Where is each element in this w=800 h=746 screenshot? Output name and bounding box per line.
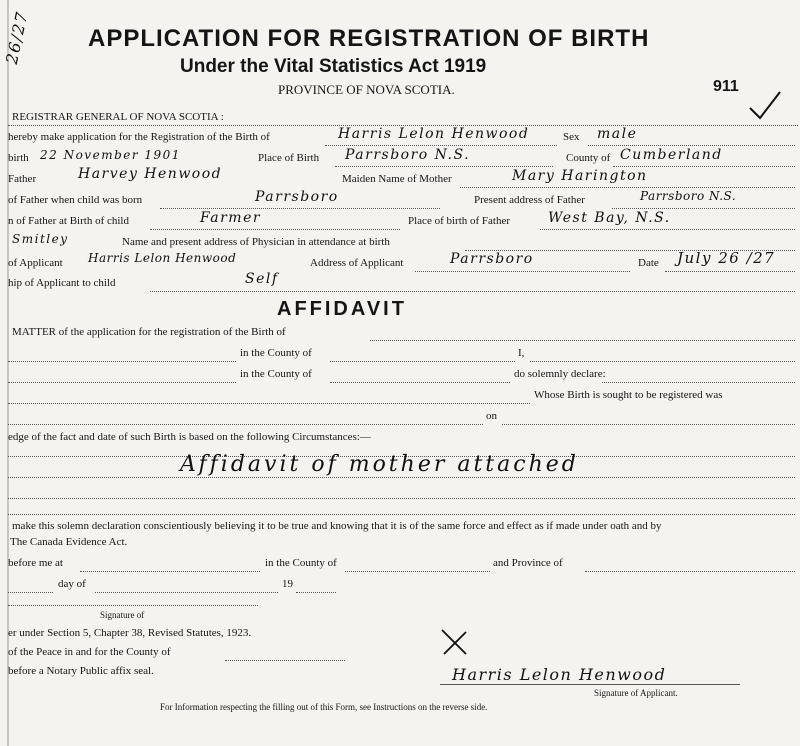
field-line: [8, 403, 530, 404]
affidavit-revised-statutes: er under Section 5, Chapter 38, Revised Statutes, 1923.: [8, 627, 252, 639]
field-line: [95, 592, 278, 593]
label-applicant: of Applicant: [8, 257, 63, 269]
field-line: [602, 382, 795, 383]
affidavit-declaration: make this solemn declaration conscientiously believing it to be true and knowing that it is of the same force and effect as if made under oath and by: [12, 520, 662, 532]
field-line: [345, 571, 490, 572]
father-residence-value: Parrsboro: [255, 189, 339, 205]
field-line: [8, 382, 236, 383]
field-line: [8, 514, 795, 515]
applicant-signature: Harris Lelon Henwood: [452, 665, 667, 684]
field-line: [80, 571, 260, 572]
province-label: PROVINCE OF NOVA SCOTIA.: [278, 82, 455, 97]
field-line: [665, 271, 795, 272]
applicant-address-value: Parrsboro: [450, 251, 534, 267]
field-line: [335, 166, 553, 167]
field-line: [502, 424, 795, 425]
field-line: [460, 187, 795, 188]
father-address-value: Parrsboro N.S.: [640, 189, 737, 203]
field-line: [585, 571, 795, 572]
form-title: APPLICATION FOR REGISTRATION OF BIRTH: [88, 25, 650, 52]
label-place-of-birth: Place of Birth: [258, 152, 320, 164]
label-maiden-name: Maiden Name of Mother: [342, 173, 452, 185]
place-of-birth-value: Parrsboro N.S.: [345, 147, 471, 163]
affidavit-county-1: in the County of: [240, 347, 312, 359]
label-applicant-address: Address of Applicant: [310, 257, 404, 269]
signature-line: [440, 684, 740, 685]
field-line: [588, 145, 795, 146]
label-date: Date: [638, 257, 659, 269]
field-line: [8, 361, 236, 362]
child-name-value: Harris Lelon Henwood: [338, 126, 530, 142]
affidavit-whose-birth: Whose Birth is sought to be registered was: [534, 389, 723, 401]
x-mark-icon: [440, 628, 468, 656]
field-line: [8, 424, 483, 425]
father-birthplace-value: West Bay, N.S.: [548, 210, 671, 226]
field-line: [150, 291, 795, 292]
affidavit-matter: MATTER of the application for the registration of the Birth of: [12, 326, 286, 338]
field-line: [8, 592, 53, 593]
affidavit-circumstances: edge of the fact and date of such Birth is based on the following Circumstances:—: [8, 431, 371, 443]
field-line: [612, 208, 795, 209]
field-line: [150, 229, 400, 230]
affidavit-year: 19: [282, 578, 293, 590]
applicant-value: Harris Lelon Henwood: [88, 251, 237, 265]
affidavit-on: on: [486, 410, 497, 422]
label-birth: birth: [8, 152, 29, 164]
field-line: [8, 498, 795, 499]
check-mark-icon: [748, 90, 782, 120]
sex-value: male: [597, 126, 638, 142]
dob-value: 22 November 1901: [40, 148, 181, 162]
field-line: [530, 361, 795, 362]
field-line: [8, 605, 258, 606]
field-line: [160, 208, 440, 209]
label-relationship: hip of Applicant to child: [8, 277, 116, 289]
county-value: Cumberland: [620, 147, 723, 163]
signature-label: Signature of Applicant.: [594, 688, 678, 698]
form-number: 911: [713, 78, 739, 95]
affidavit-evidence-act: The Canada Evidence Act.: [10, 536, 128, 548]
label-father-address: Present address of Father: [474, 194, 585, 206]
affidavit-i: I,: [518, 347, 525, 359]
field-line: [296, 592, 336, 593]
label-father-birthplace: Place of birth of Father: [408, 215, 511, 227]
circumstances-value: Affidavit of mother attached: [180, 452, 579, 477]
affidavit-county-2: in the County of: [240, 368, 312, 380]
label-father-residence: of Father when child was born: [8, 194, 143, 206]
label-county: County of: [566, 152, 611, 164]
field-line: [225, 660, 345, 661]
mother-maiden-value: Mary Harington: [512, 168, 648, 184]
affidavit-signature-of: Signature of: [100, 610, 145, 620]
field-line: [370, 340, 795, 341]
field-line: [330, 382, 510, 383]
affidavit-before-me: before me at: [8, 557, 63, 569]
affidavit-day-of: day of: [58, 578, 86, 590]
father-occupation-value: Farmer: [200, 210, 262, 226]
registrar-line: REGISTRAR GENERAL OF NOVA SCOTIA :: [12, 111, 224, 123]
label-father-occupation: n of Father at Birth of child: [8, 215, 129, 227]
footer-note: For Information respecting the filling out of this Form, see Instructions on the reverse side.: [160, 702, 488, 712]
field-line: [8, 477, 795, 478]
field-line: [330, 361, 515, 362]
field-line: [613, 166, 795, 167]
affidavit-province: and Province of: [493, 557, 563, 569]
label-father: Father: [8, 173, 37, 185]
affidavit-county-3: in the County of: [265, 557, 337, 569]
relationship-value: Self: [245, 271, 279, 287]
father-name-value: Harvey Henwood: [78, 166, 223, 182]
field-line: [540, 229, 795, 230]
margin-note: 26/27: [1, 9, 32, 66]
affidavit-declare: do solemnly declare:: [514, 368, 606, 380]
field-line: [325, 145, 557, 146]
affidavit-peace: of the Peace in and for the County of: [8, 646, 171, 658]
date-value: July 26 /27: [677, 249, 776, 267]
label-birth-of: hereby make application for the Registration of the Birth of: [8, 131, 270, 143]
form-subtitle: Under the Vital Statistics Act 1919: [180, 56, 487, 77]
field-line: [415, 271, 630, 272]
label-sex: Sex: [563, 131, 580, 143]
label-physician: Name and present address of Physician in attendance at birth: [122, 236, 390, 248]
physician-value: Smitley: [12, 232, 69, 246]
affidavit-notary: before a Notary Public affix seal.: [8, 665, 154, 677]
affidavit-heading: AFFIDAVIT: [277, 298, 407, 320]
